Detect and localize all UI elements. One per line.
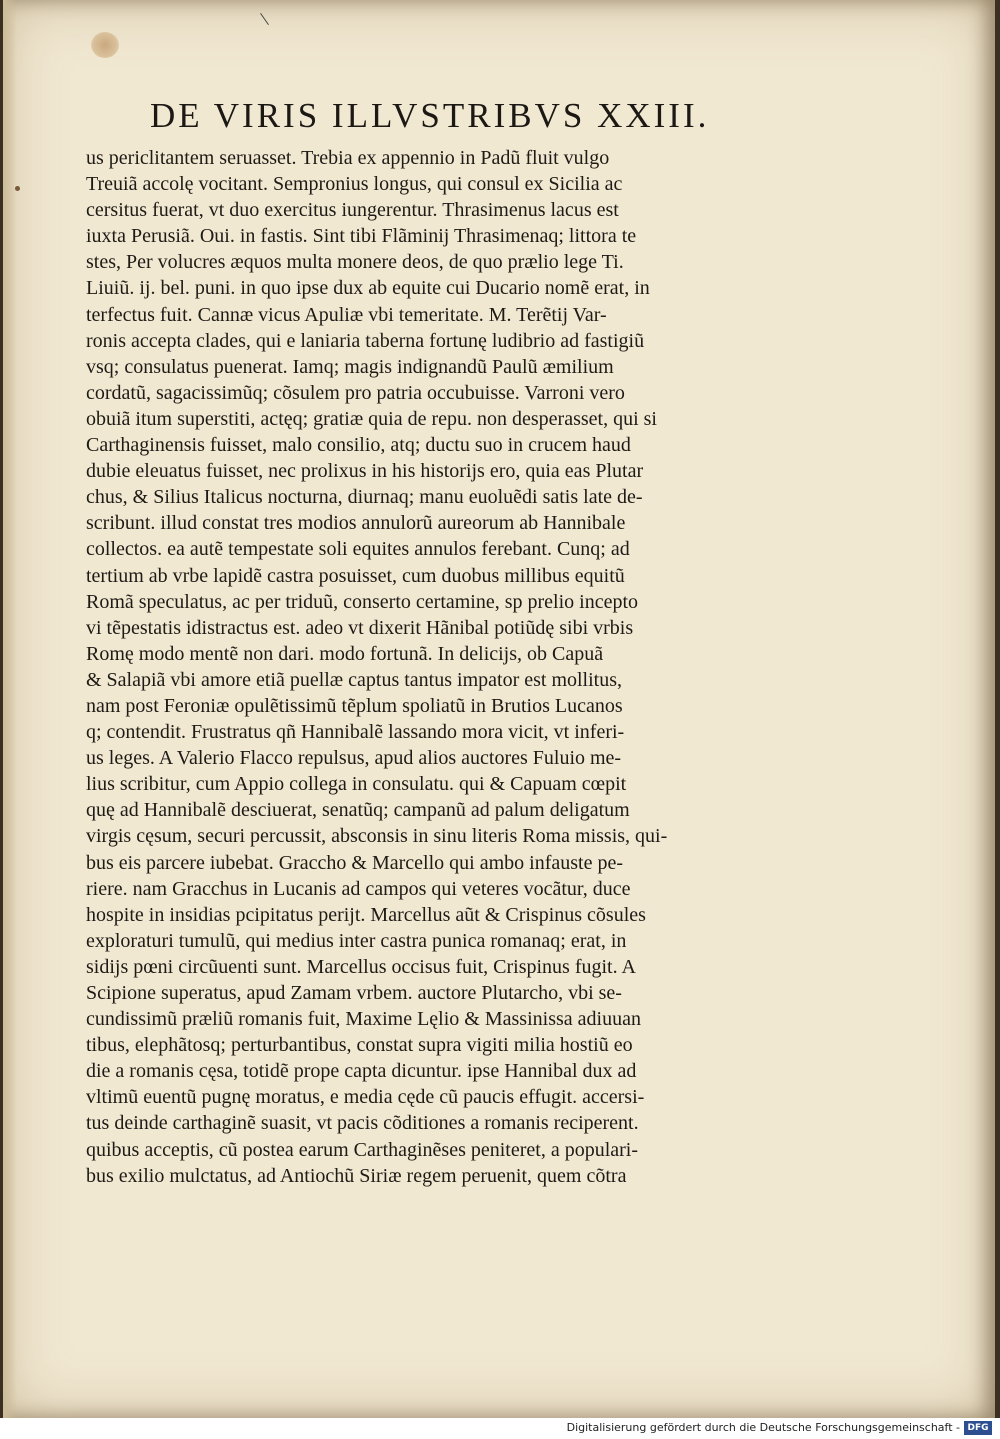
text-line: bus eis parcere iubebat. Graccho & Marcello qui ambo infauste pe-: [86, 851, 624, 874]
text-line: q; contendit. Frustratus qñ Hannibalẽ lassando mora vicit, vt inferi-: [86, 721, 625, 744]
text-line: Liuiũ. ij. bel. puni. in quo ipse dux ab equite cui Ducario nomẽ erat, in: [86, 277, 650, 300]
text-line: vi tẽpestatis idistractus est. adeo vt dixerit Hãnibal potiũdę sibi vrbis: [86, 616, 634, 639]
text-line: stes, Per volucres æquos multa monere deos, de quo prælio lege Ti.: [86, 251, 624, 274]
text-line: tibus, elephãtosq; perturbantibus, constat supra vigiti milia hostiũ eo: [86, 1034, 633, 1057]
text-line: Scipione superatus, apud Zamam vrbem. auctore Plutarcho, vbi se-: [86, 982, 622, 1004]
text-line: riere. nam Gracchus in Lucanis ad campos qui veteres vocãtur, duce: [86, 877, 631, 900]
text-line: quę ad Hannibalẽ desciuerat, senatũq; campanũ ad palum deligatum: [86, 799, 630, 822]
text-line: cundissimũ præliũ romanis fuit, Maxime Lęlio & Massinissa adiuuan: [86, 1008, 641, 1031]
footer-bar: [0, 1418, 1000, 1439]
text-line: terfectus fuit. Cannæ vicus Apuliæ vbi temeritate. M. Terẽtij Var-: [86, 303, 607, 326]
text-line: exploraturi tumulũ, qui medius inter castra punica romanaq; erat, in: [86, 929, 627, 952]
text-line: Romę modo mentẽ non dari. modo fortunã. In delicijs, ob Capuã: [86, 642, 604, 665]
text-line: tus deinde carthaginẽ suasit, vt pacis cõditiones a romanis reciperent.: [86, 1112, 639, 1135]
text-line: Carthaginensis fuisset, malo consilio, atq; ductu suo in crucem haud: [86, 434, 631, 457]
text-line: us leges. A Valerio Flacco repulsus, apud alios auctores Fuluio me-: [86, 747, 622, 770]
stain-mark: [91, 32, 119, 58]
text-line: us periclitantem seruasset. Trebia ex appennio in Padũ fluit vulgo: [86, 147, 610, 169]
dfg-logo: DFG: [964, 1421, 992, 1435]
text-line: cersitus fuerat, vt duo exercitus iungerentur. Thrasimenus lacus est: [86, 199, 619, 222]
text-line: vsq; consulatus puenerat. Iamq; magis indignandũ Paulũ æmilium: [86, 355, 614, 378]
text-line: dubie eleuatus fuisset, nec prolixus in his historijs ero, quia eas Plutar: [86, 460, 644, 483]
text-line: chus, & Silius Italicus nocturna, diurnaq; manu euoluẽdi satis late de-: [86, 486, 643, 509]
text-line: nam post Feroniæ opulẽtissimũ tẽplum spoliatũ in Brutios Lucanos: [86, 694, 623, 717]
page-header: DE VIRIS ILLVSTRIBVS XXIII.: [150, 96, 710, 135]
text-line: Romã speculatus, ac per triduũ, conserto certamine, sp prelio incepto: [86, 590, 639, 613]
ink-dot: [15, 186, 20, 191]
funding-notice: Digitalisierung gefördert durch die Deutsche Forschungsgemeinschaft -: [566, 1421, 960, 1434]
text-line: vltimũ euentũ pugnę moratus, e media cęde cũ paucis effugit. accersi-: [86, 1086, 645, 1109]
text-line: virgis cęsum, securi percussit, absconsis in sinu literis Roma missis, qui-: [86, 825, 668, 848]
text-line: cordatũ, sagacissimũq; cõsulem pro patria occubuisse. Varroni vero: [86, 381, 625, 404]
text-line: obuiã itum superstiti, actęq; gratiæ quia de repu. non desperasset, qui si: [86, 407, 657, 430]
pen-stroke-mark: [260, 13, 269, 25]
text-line: hospite in insidias pcipitatus perijt. Marcellus aũt & Crispinus cõsules: [86, 903, 646, 926]
text-line: collectos. ea autẽ tempestate soli equites annulos ferebant. Cunq; ad: [86, 538, 630, 561]
text-line: die a romanis cęsa, totidẽ prope capta dicuntur. ipse Hannibal dux ad: [86, 1060, 637, 1083]
text-line: tertium ab vrbe lapidẽ castra posuisset, cum duobus millibus equitũ: [86, 564, 625, 587]
text-line: Treuiã accolę vocitant. Sempronius longus, qui consul ex Sicilia ac: [86, 173, 623, 196]
text-line: bus exilio mulctatus, ad Antiochũ Siriæ regem peruenit, quem cõtra: [86, 1164, 627, 1187]
text-line: lius scribitur, cum Appio collega in consulatu. qui & Capuam cœpit: [86, 773, 627, 796]
text-block: [86, 145, 816, 1189]
page-spine-shadow: [3, 0, 17, 1418]
text-line: ronis accepta clades, qui e laniaria taberna fortunę ludibrio ad fastigiũ: [86, 329, 645, 352]
text-line: scribunt. illud constat tres modios annulorũ aureorum ab Hannibale: [86, 512, 626, 535]
text-line: quibus acceptis, cũ postea earum Carthaginẽses peniteret, a populari-: [86, 1138, 639, 1161]
text-line: iuxta Perusiã. Oui. in fastis. Sint tibi Flãminij Thrasimenaq; littora te: [86, 225, 637, 248]
text-line: sidijs pœni circũuenti sunt. Marcellus occisus fuit, Crispinus fugit. A: [86, 955, 636, 978]
text-line: & Salapiã vbi amore etiã puellæ captus tantus impator est mollitus,: [86, 668, 623, 691]
